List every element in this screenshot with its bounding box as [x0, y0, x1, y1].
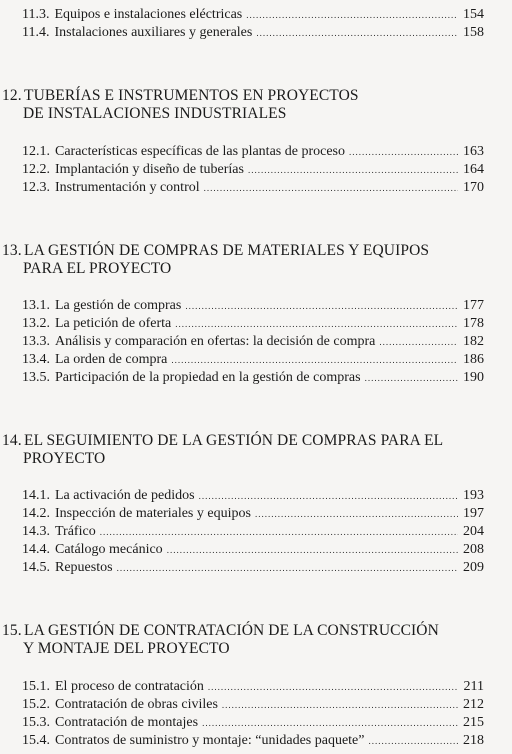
dot-leader [208, 678, 458, 696]
entry-number: 15.2. [22, 697, 50, 712]
dot-leader [222, 696, 458, 714]
dot-leader [204, 179, 458, 197]
chapter-title-line: Y MONTAJE DEL PROYECTO [23, 640, 230, 657]
entry-number: 14.1. [22, 488, 50, 503]
chapter-title-line: PROYECTO [23, 450, 106, 467]
entry-title: La activación de pedidos [55, 488, 195, 503]
entry-page-number: 170 [463, 180, 484, 195]
entry-title: Catálogo mecánico [55, 542, 163, 557]
entry-page-number: 209 [463, 560, 484, 575]
toc-entry [22, 714, 484, 732]
toc-entry [22, 541, 484, 559]
entry-title: El proceso de contratación [55, 679, 204, 694]
toc-entry [22, 6, 484, 24]
toc-entry [22, 369, 484, 387]
toc-entry [22, 487, 484, 505]
entry-number: 11.4. [22, 25, 50, 40]
entry-page-number: 193 [463, 488, 484, 503]
entry-number: 12.2. [22, 162, 50, 177]
entry-number: 15.3. [22, 715, 50, 730]
entry-number: 12.3. [22, 180, 50, 195]
entry-title: Contratación de obras civiles [55, 697, 218, 712]
toc-entries-15 [22, 678, 484, 750]
entry-page-number: 177 [463, 298, 484, 313]
toc-entries-14 [22, 487, 484, 577]
toc-entries-11 [22, 6, 484, 42]
entry-number: 13.5. [22, 370, 50, 385]
entry-title: La gestión de compras [55, 298, 182, 313]
entry-number: 14.3. [22, 524, 50, 539]
dot-leader [379, 333, 458, 351]
dot-leader [246, 6, 458, 24]
entry-number: 12.1. [22, 144, 50, 159]
entry-title: Equipos e instalaciones eléctricas [54, 7, 243, 22]
entry-number: 13.4. [22, 352, 50, 367]
toc-entry [22, 523, 484, 541]
dot-leader [117, 559, 458, 577]
entry-page-number: 164 [463, 162, 484, 177]
entry-title: Características específicas de las plantas de proceso [55, 144, 345, 159]
entry-page-number: 215 [463, 715, 484, 730]
entry-page-number: 178 [463, 316, 484, 331]
entry-title: Participación de la propiedad en la gestión de compras [55, 370, 361, 385]
dot-leader [100, 523, 458, 541]
dot-leader [202, 714, 458, 732]
dot-leader [199, 487, 458, 505]
chapter-title-line: EL SEGUIMIENTO DE LA GESTIÓN DE COMPRAS PARA EL [24, 432, 444, 449]
chapter-title-line: DE INSTALACIONES INDUSTRIALES [23, 105, 287, 122]
entry-number: 14.5. [22, 560, 50, 575]
entry-number: 15.4. [22, 733, 50, 748]
entry-page-number: 154 [463, 7, 484, 22]
entry-page-number: 197 [463, 506, 484, 521]
chapter-heading-15 [2, 622, 482, 658]
chapter-heading-13 [2, 242, 482, 278]
chapter-number: 13. [2, 242, 22, 259]
entry-title: Contratación de montajes [55, 715, 199, 730]
dot-leader [248, 161, 458, 179]
entry-page-number: 204 [463, 524, 484, 539]
toc-entry [22, 505, 484, 523]
entry-number: 14.4. [22, 542, 50, 557]
toc-entry [22, 143, 484, 161]
entry-page-number: 212 [463, 697, 484, 712]
entry-page-number: 211 [463, 679, 484, 694]
dot-leader [255, 505, 458, 523]
toc-entries-12 [22, 143, 484, 197]
dot-leader [256, 24, 458, 42]
entry-title: Tráfico [55, 524, 96, 539]
toc-entry [22, 179, 484, 197]
entry-page-number: 186 [463, 352, 484, 367]
chapter-title-line: PARA EL PROYECTO [23, 260, 172, 277]
toc-entry [22, 297, 484, 315]
entry-page-number: 190 [463, 370, 484, 385]
toc-entry [22, 351, 484, 369]
dot-leader [185, 297, 458, 315]
toc-entry [22, 559, 484, 577]
chapter-title-line: TUBERÍAS E INSTRUMENTOS EN PROYECTOS [24, 87, 359, 104]
dot-leader [368, 732, 458, 750]
entry-page-number: 158 [463, 25, 484, 40]
entry-title: Análisis y comparación en ofertas: la decisión de compra [55, 334, 376, 349]
toc-entry [22, 732, 484, 750]
entry-title: Instrumentación y control [55, 180, 200, 195]
toc-entry [22, 678, 484, 696]
entry-title: Contratos de suministro y montaje: “unidades paquete” [55, 733, 365, 748]
entry-number: 13.1. [22, 298, 50, 313]
dot-leader [349, 143, 458, 161]
toc-entry [22, 161, 484, 179]
entry-title: Inspección de materiales y equipos [55, 506, 251, 521]
entry-number: 13.2. [22, 316, 50, 331]
chapter-title-line: LA GESTIÓN DE CONTRATACIÓN DE LA CONSTRUCCIÓN [24, 622, 439, 639]
chapter-heading-14 [2, 432, 482, 468]
toc-entry [22, 333, 484, 351]
chapter-number: 12. [2, 87, 22, 104]
chapter-number: 14. [2, 432, 22, 449]
entry-page-number: 218 [463, 733, 484, 748]
entry-title: La petición de oferta [55, 316, 172, 331]
entry-page-number: 163 [463, 144, 484, 159]
toc-entry [22, 696, 484, 714]
toc-entries-13 [22, 297, 484, 387]
entry-page-number: 208 [463, 542, 484, 557]
entry-title: La orden de compra [55, 352, 168, 367]
entry-page-number: 182 [463, 334, 484, 349]
entry-number: 11.3. [22, 7, 50, 22]
entry-number: 13.3. [22, 334, 50, 349]
dot-leader [365, 369, 458, 387]
entry-number: 14.2. [22, 506, 50, 521]
dot-leader [175, 315, 458, 333]
entry-title: Implantación y diseño de tuberías [55, 162, 244, 177]
chapter-heading-12 [2, 87, 482, 123]
dot-leader [171, 351, 458, 369]
chapter-title-line: LA GESTIÓN DE COMPRAS DE MATERIALES Y EQUIPOS [24, 242, 430, 259]
toc-entry [22, 315, 484, 333]
entry-number: 15.1. [22, 679, 50, 694]
entry-title: Repuestos [55, 560, 113, 575]
toc-entry [22, 24, 484, 42]
entry-title: Instalaciones auxiliares y generales [54, 25, 253, 40]
dot-leader [167, 541, 458, 559]
chapter-number: 15. [2, 622, 22, 639]
